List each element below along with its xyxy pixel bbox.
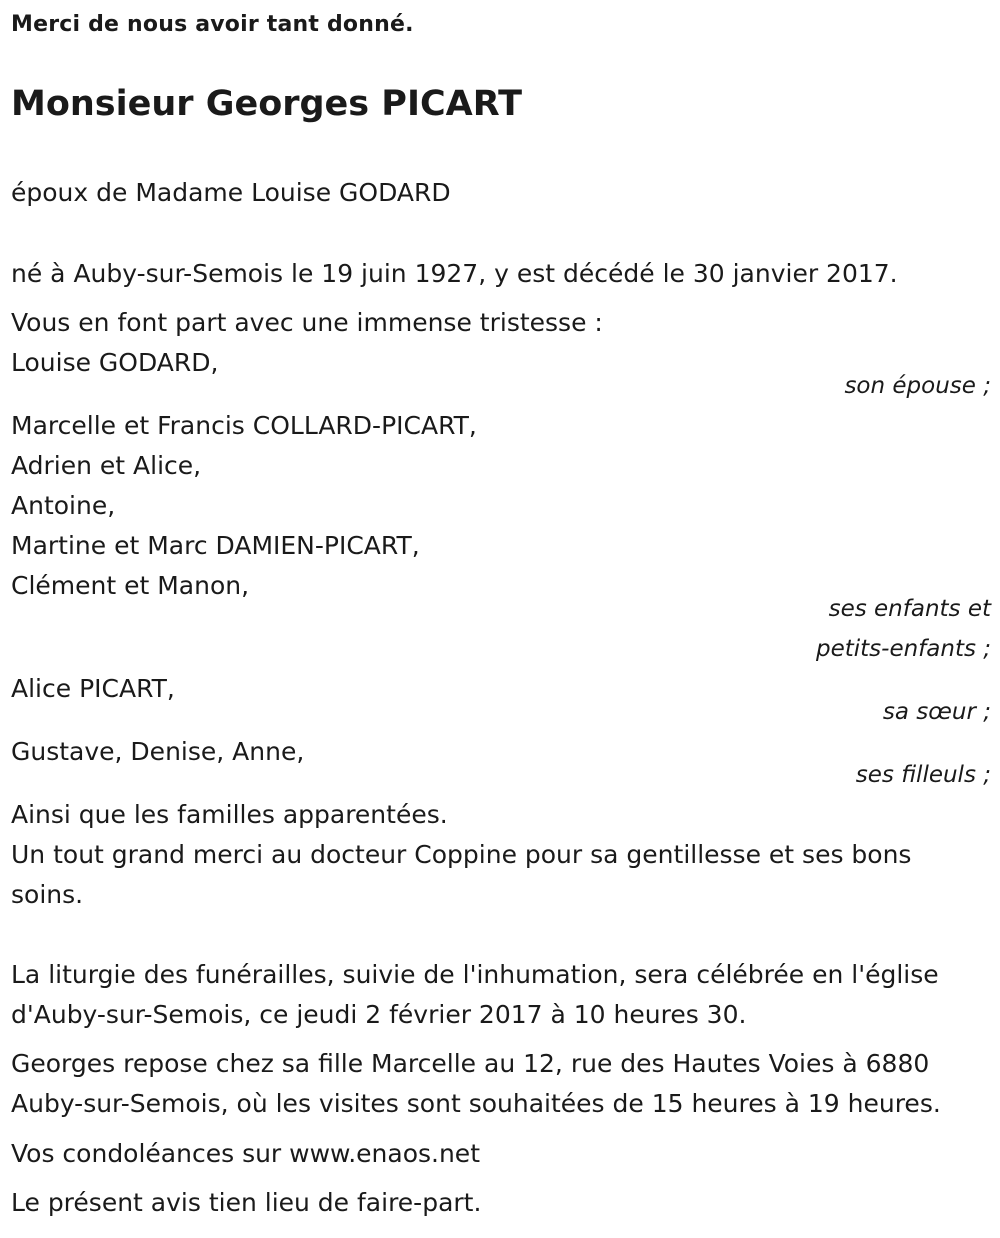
family-intro: Vous en font part avec une immense tristesse : xyxy=(11,308,603,337)
child-line: Adrien et Alice, xyxy=(11,451,202,480)
notice-line: Le présent avis tien lieu de faire-part. xyxy=(11,1188,482,1217)
grandchildren-role: petits-enfants ; xyxy=(815,636,991,662)
thanks-paragraph: Un tout grand merci au docteur Coppine pour sa gentillesse et ses bons soins. xyxy=(11,840,912,909)
child-line: Clément et Manon, xyxy=(11,571,250,600)
birth-death-line: né à Auby-sur-Semois le 19 juin 1927, y est décédé le 30 janvier 2017. xyxy=(11,259,898,288)
child-line: Marcelle et Francis COLLARD-PICART, xyxy=(11,411,477,440)
child-line: Antoine, xyxy=(11,491,116,520)
sister-role: sa sœur ; xyxy=(882,699,991,725)
deceased-name: Monsieur Georges PICART xyxy=(11,84,523,124)
spouse-line: époux de Madame Louise GODARD xyxy=(11,178,451,207)
sister-name: Alice PICART, xyxy=(11,674,175,703)
tagline: Merci de nous avoir tant donné. xyxy=(11,12,414,37)
spouse-name: Louise GODARD, xyxy=(11,348,219,377)
visitation-paragraph: Georges repose chez sa fille Marcelle au 12, rue des Hautes Voies à 6880 Auby-sur-Semois, où les visites sont souhaitées de 15 heures à 19 heures. xyxy=(11,1049,941,1118)
godchildren-names: Gustave, Denise, Anne, xyxy=(11,737,305,766)
relatives-line: Ainsi que les familles apparentées. xyxy=(11,800,448,829)
children-role: ses enfants et xyxy=(828,596,991,622)
child-line: Martine et Marc DAMIEN-PICART, xyxy=(11,531,420,560)
funeral-paragraph: La liturgie des funérailles, suivie de l'inhumation, sera célébrée en l'église d'Auby-sur-Semois, ce jeudi 2 février 2017 à 10 heures 30. xyxy=(11,960,939,1029)
spouse-role: son épouse ; xyxy=(844,373,991,399)
godchildren-role: ses filleuls ; xyxy=(855,762,991,788)
condolences-line: Vos condoléances sur www.enaos.net xyxy=(11,1139,480,1168)
